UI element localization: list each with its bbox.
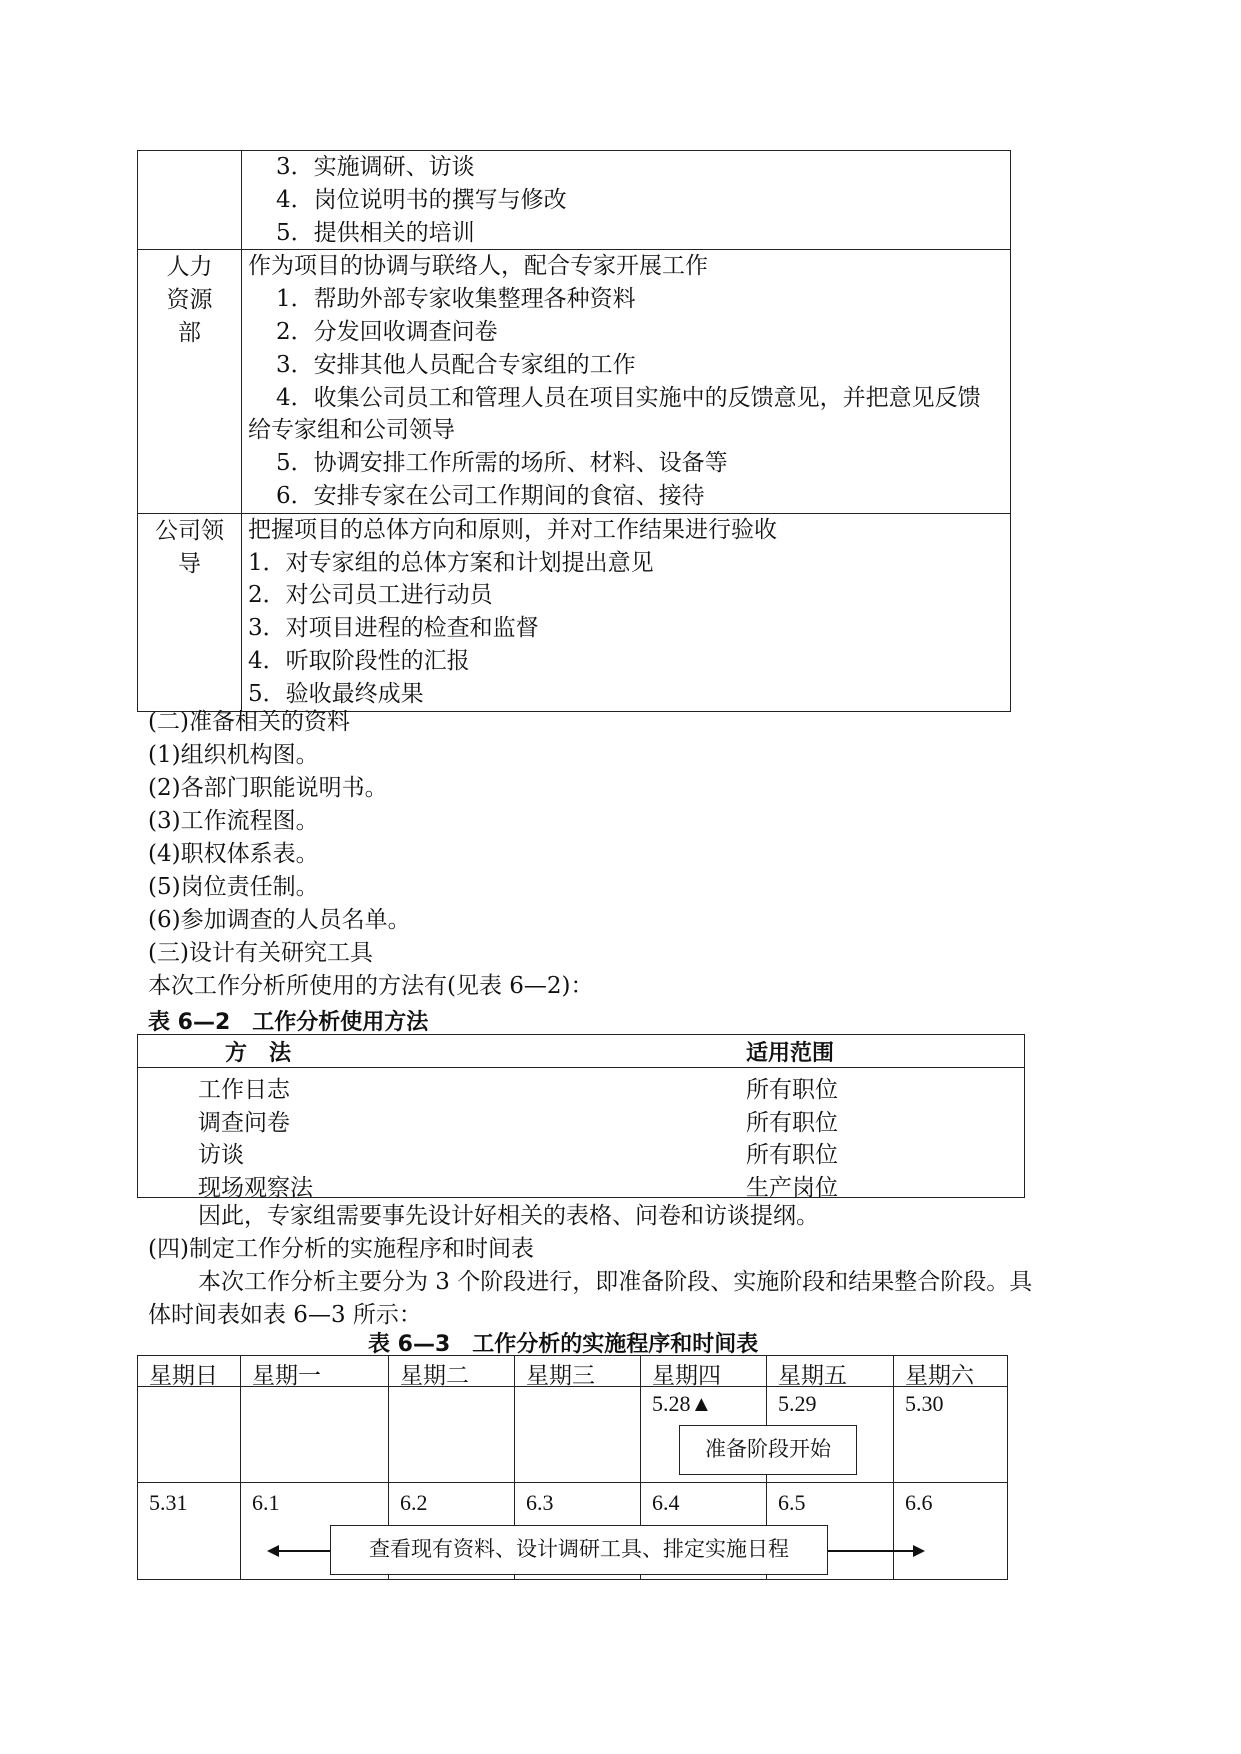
role-label-leaders: 公司领导 [155,517,224,577]
column-divider [240,1355,241,1580]
paragraph: 本次工作分析所使用的方法有(见表 6—2)： [148,973,594,999]
table-row [138,151,1011,250]
list-item: 4．收集公司员工和管理人员在项目实施中的反馈意见，并把意见反馈给专家组和公司领导 [248,384,981,444]
date-cell: 6.3 [526,1490,554,1515]
day-header: 星期日 [149,1363,218,1389]
day-header: 星期四 [652,1363,721,1389]
day-header: 星期一 [252,1363,321,1389]
list-item: (6)参加调查的人员名单。 [148,907,411,933]
arrow-left-icon [267,1545,279,1557]
list-item: 1．帮助外部专家收集整理各种资料 [276,286,636,313]
day-header: 星期二 [400,1363,469,1389]
table-cell: 生产岗位 [746,1174,838,1201]
table-cell: 所有职位 [746,1142,838,1168]
table-cell: 工作日志 [198,1077,290,1103]
table-row [138,1136,1024,1169]
list-item: (5)岗位责任制。 [148,874,319,900]
list-item: (2)各部门职能说明书。 [148,775,388,801]
list-item: 3．安排其他人员配合专家组的工作 [276,351,636,378]
role-label-hr: 人力资源部 [166,254,213,347]
section-heading: (四)制定工作分析的实施程序和时间表 [148,1236,534,1262]
table-header [138,1035,1024,1068]
duty-cell [242,250,1011,513]
date-cell: 6.4 [652,1490,680,1515]
date-cell: 5.31 [149,1490,188,1515]
role-cell [138,513,242,711]
role-cell [138,151,242,250]
table-row [138,250,1011,513]
paragraph-line: 体时间表如表 6—3 所示： [148,1302,422,1328]
list-item: 3．对项目进程的检查和监督 [248,615,539,642]
table-cell: 访谈 [198,1142,244,1168]
preparation-start-box: 准备阶段开始 [679,1425,857,1475]
paragraph: 因此，专家组需要事先设计好相关的表格、问卷和访谈提纲。 [198,1203,819,1229]
table-row [138,1071,1024,1104]
list-item: 5．验收最终成果 [248,680,424,707]
list-item: (4)职权体系表。 [148,841,319,867]
date-cell: 6.5 [778,1490,806,1515]
column-divider [893,1355,894,1580]
column-header: 方 法 [225,1041,292,1066]
table-cell: 现场观察法 [198,1174,313,1201]
role-cell [138,250,242,513]
date-cell: 5.28▲ [652,1391,713,1416]
list-item: 2．分发回收调查问卷 [276,318,498,345]
list-item: 5．协调安排工作所需的场所、材料、设备等 [276,450,728,477]
arrow-right-icon [913,1545,925,1557]
list-item: 5．提供相关的培训 [276,219,475,246]
list-item: 3．实施调研、访谈 [276,154,475,180]
date-cell: 5.30 [905,1391,944,1416]
list-item: (1)组织机构图。 [148,742,319,768]
duty-cell [242,513,1011,711]
section-heading: (二)准备相关的资料 [148,709,350,735]
table-cell: 所有职位 [746,1077,838,1103]
date-cell: 6.6 [905,1490,933,1515]
day-header: 星期三 [526,1363,595,1389]
table-cell: 调查问卷 [198,1109,290,1136]
section-heading: (三)设计有关研究工具 [148,940,373,966]
schedule-table [137,1355,1008,1580]
list-item: 作为项目的协调与联络人，配合专家开展工作 [248,253,708,280]
table-cell: 所有职位 [746,1109,838,1136]
table-caption: 表 6—2 工作分析使用方法 [148,1010,429,1035]
paragraph-line: 本次工作分析主要分为 3 个阶段进行，即准备阶段、实施阶段和结果整合阶段。具 [198,1269,1033,1295]
roles-table [137,150,1011,712]
list-item: 把握项目的总体方向和原则，并对工作结果进行验收 [248,516,777,543]
table-row [138,1104,1024,1137]
table-row [138,1169,1024,1202]
day-header: 星期五 [778,1363,847,1389]
day-header: 星期六 [905,1363,974,1389]
column-header: 适用范围 [746,1041,835,1066]
date-cell: 6.1 [252,1490,280,1515]
row-divider [137,1482,1008,1483]
list-item: (3)工作流程图。 [148,808,319,834]
date-cell: 5.29 [778,1391,817,1416]
methods-table [137,1034,1025,1201]
list-item: 2．对公司员工进行动员 [248,582,493,609]
list-item: 1．对专家组的总体方案和计划提出意见 [248,549,654,576]
table-row [138,513,1011,711]
arrow-line-right [817,1550,915,1552]
list-item: 6．安排专家在公司工作期间的食宿、接待 [276,482,705,509]
preparation-tasks-box: 查看现有资料、设计调研工具、排定实施日程 [330,1525,828,1575]
list-item: 4．岗位说明书的撰写与修改 [276,186,567,213]
duty-cell [242,151,1011,250]
date-cell: 6.2 [400,1490,428,1515]
list-item: 4．听取阶段性的汇报 [248,647,470,674]
table-caption: 表 6—3 工作分析的实施程序和时间表 [368,1332,759,1357]
